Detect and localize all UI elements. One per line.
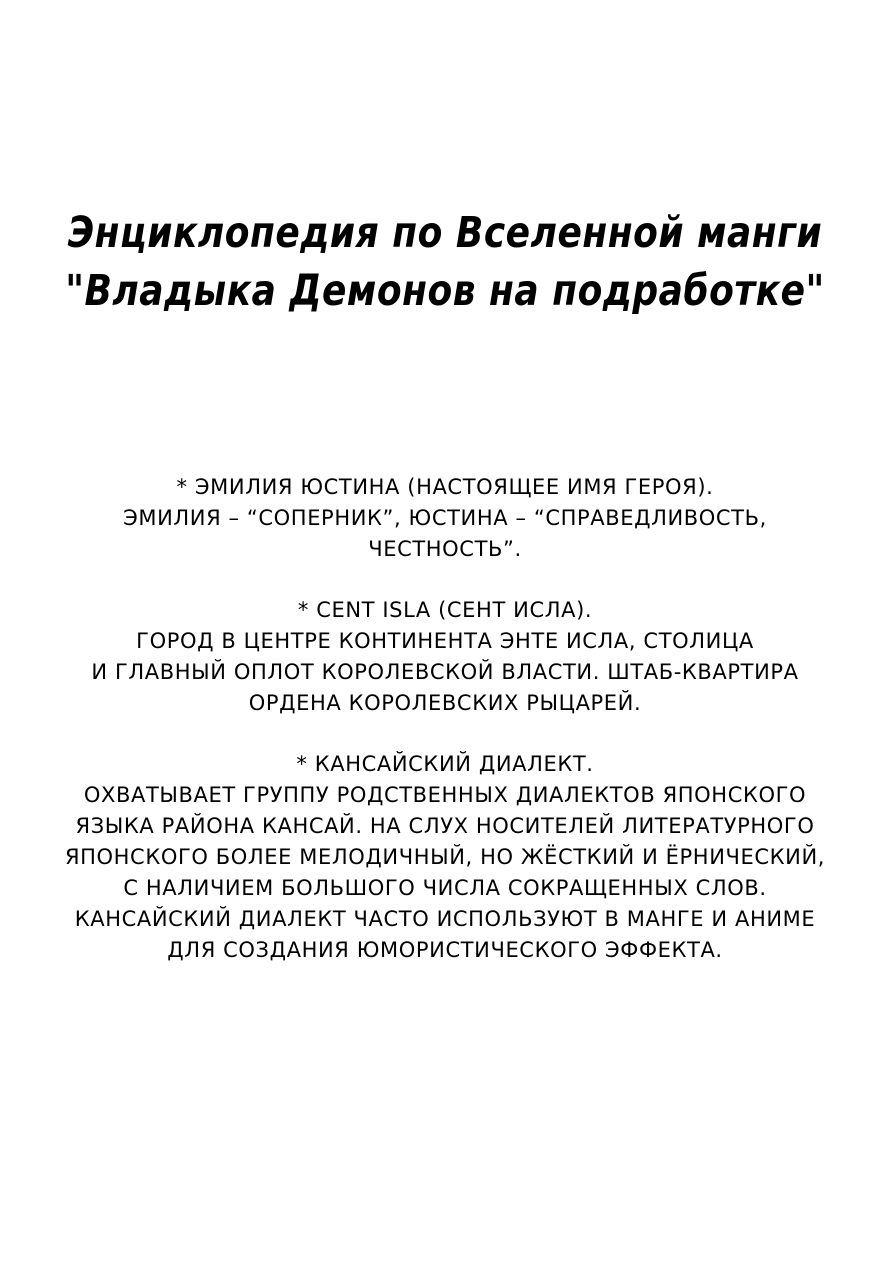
note-text-line: КАНСАЙСКИЙ ДИАЛЕКТ ЧАСТО ИСПОЛЬЗУЮТ В МАНГЕ И АНИМЕ	[74, 907, 816, 931]
note-text-line: ЯПОНСКОГО БОЛЕЕ МЕЛОДИЧНЫЙ, НО ЖЁСТКИЙ И ЁРНИЧЕСКИЙ,	[64, 845, 826, 869]
note-text-line: И ГЛАВНЫЙ ОПЛОТ КОРОЛЕВСКОЙ ВЛАСТИ. ШТАБ-КВАРТИРА	[91, 660, 799, 684]
note-text-line: ОХВАТЫВАЕТ ГРУППУ РОДСТВЕННЫХ ДИАЛЕКТОВ ЯПОНСКОГО	[83, 783, 807, 807]
page-title	[0, 205, 890, 321]
note-text-line: ОРДЕНА КОРОЛЕВСКИХ РЫЦАРЕЙ.	[248, 691, 642, 715]
note-heading: * КАНСАЙСКИЙ ДИАЛЕКТ.	[296, 752, 594, 776]
note-emilia-justina	[0, 472, 890, 565]
glossary-notes	[0, 472, 890, 996]
note-text-line: ГОРОД В ЦЕНТРЕ КОНТИНЕНТА ЭНТЕ ИСЛА, СТОЛИЦА	[136, 629, 754, 653]
note-text-line: ДЛЯ СОЗДАНИЯ ЮМОРИСТИЧЕСКОГО ЭФФЕКТА.	[167, 938, 723, 962]
note-heading: * ЭМИЛИЯ ЮСТИНА (НАСТОЯЩЕЕ ИМЯ ГЕРОЯ).	[176, 475, 714, 499]
note-heading: * CENT ISLA (СЕНТ ИСЛА).	[297, 598, 593, 622]
note-text-line: ЯЗЫКА РАЙОНА КАНСАЙ. НА СЛУХ НОСИТЕЛЕЙ ЛИТЕРАТУРНОГО	[75, 814, 815, 838]
note-kansai-dialect	[0, 749, 890, 966]
note-text-line: ЧЕСТНОСТЬ”.	[368, 537, 522, 561]
note-text-line: ЭМИЛИЯ – “СОПЕРНИК”, ЮСТИНА – “СПРАВЕДЛИВОСТЬ,	[123, 506, 767, 530]
note-cent-isla	[0, 595, 890, 719]
note-text-line: С НАЛИЧИЕМ БОЛЬШОГО ЧИСЛА СОКРАЩЕННЫХ СЛОВ.	[123, 876, 767, 900]
title-line-2: "Владыка Демонов на подработке"	[65, 267, 825, 316]
title-line-1: Энциклопедия по Вселенной манги	[67, 209, 823, 258]
